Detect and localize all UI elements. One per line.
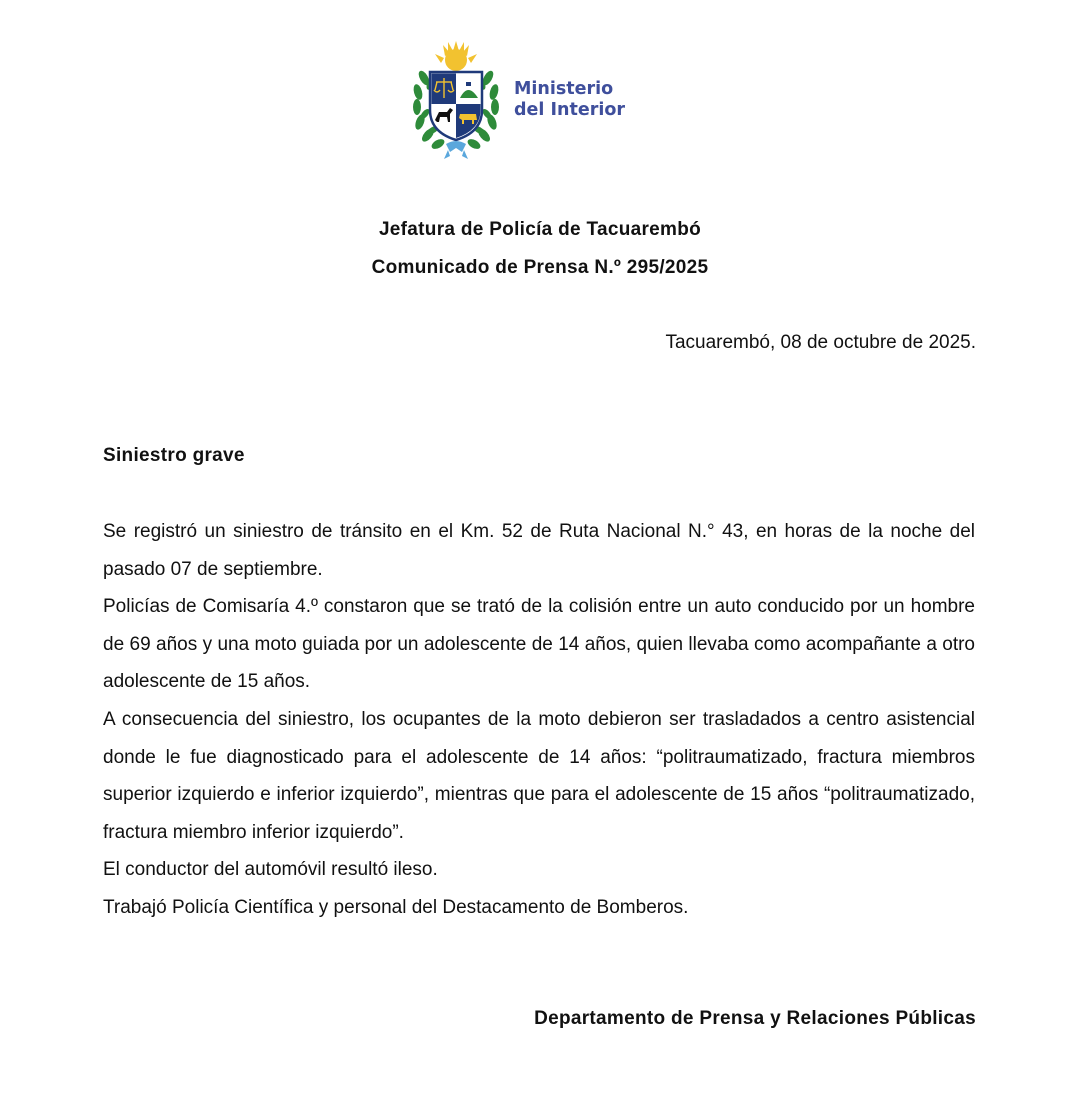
coat-of-arms-icon — [410, 38, 502, 160]
ministry-name — [514, 79, 625, 121]
ministry-logo — [410, 38, 640, 160]
document-title: Jefatura de Policía de Tacuarembó — [378, 219, 702, 240]
document-date: Tacuarembó, 08 de octubre de 2025. — [665, 332, 976, 353]
press-release-number: Comunicado de Prensa N.º 295/2025 — [371, 257, 709, 278]
paragraph: El conductor del automóvil resultó ileso. — [103, 859, 438, 881]
paragraph: Se registró un siniestro de tránsito en el Km. 52 de Ruta Nacional N.° 43, en horas de la noche del pasado 07 de septiembre. — [103, 521, 975, 580]
ministry-name-line2: del Interior — [514, 100, 625, 120]
signature: Departamento de Prensa y Relaciones Públicas — [534, 1008, 976, 1029]
paragraph: A consecuencia del siniestro, los ocupantes de la moto debieron ser trasladados a centro asistencial donde le fue diagnosticado para el adolescente de 14 años: “politraumatizado, fractura miembros superior izquierdo e inferior izquierdo”, mientras que para el adolescente de 15 años “politraumatizado, fractura miembro inferior izquierdo”. — [103, 708, 975, 843]
body-text — [103, 513, 975, 927]
paragraph: Policías de Comisaría 4.º constaron que se trató de la colisión entre un auto conducido por un hombre de 69 años y una moto guiada por un adolescente de 14 años, quien llevaba como acompañante a otro adolescente de 15 años. — [103, 596, 975, 693]
ministry-name-line1: Ministerio — [514, 79, 614, 99]
paragraph: Trabajó Policía Científica y personal del Destacamento de Bomberos. — [103, 896, 689, 918]
subject-heading: Siniestro grave — [103, 445, 245, 466]
